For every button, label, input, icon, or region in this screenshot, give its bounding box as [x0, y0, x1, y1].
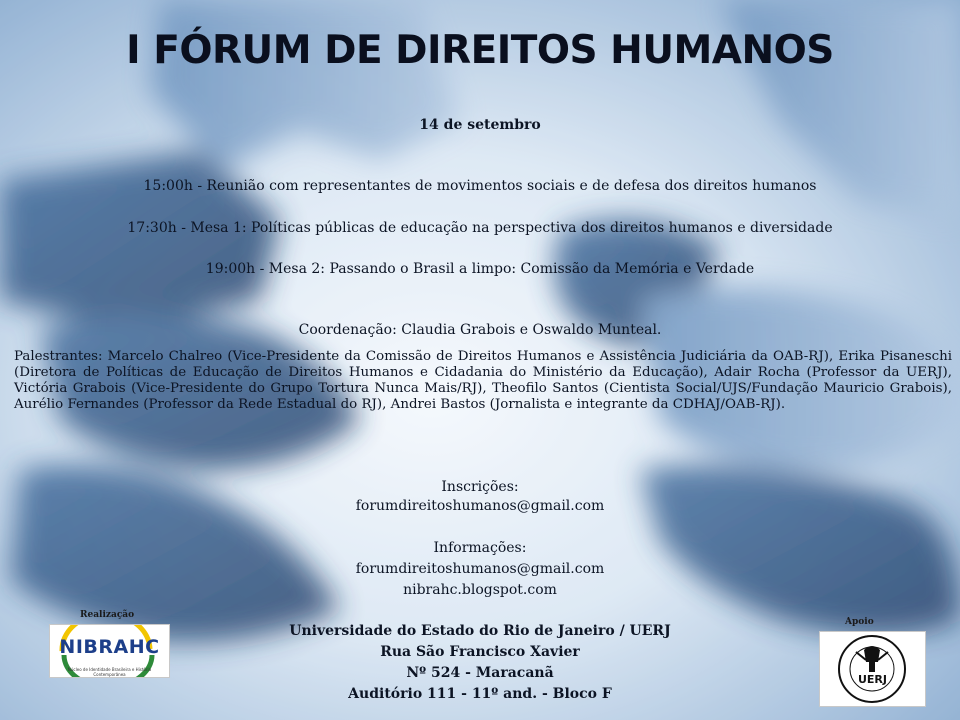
- nibrahc-name: NIBRAHC: [59, 636, 160, 658]
- schedule-item-1: 15:00h - Reunião com representantes de movimentos sociais e de defesa dos direitos humanos: [143, 178, 817, 194]
- nibrahc-logo: [49, 624, 170, 678]
- uerj-seal-icon: [820, 632, 925, 706]
- venue-line-4: Auditório 111 - 11º and. - Bloco F: [348, 686, 612, 702]
- schedule-item-2: 17:30h - Mesa 1: Políticas públicas de educação na perspectiva dos direitos humanos e diversidade: [127, 220, 833, 236]
- uerj-name: UERJ: [857, 673, 887, 686]
- venue-line-3: Nº 524 - Maracanã: [406, 665, 554, 681]
- venue-line-2: Rua São Francisco Xavier: [380, 644, 580, 660]
- venue-line-1: Universidade do Estado do Rio de Janeiro / UERJ: [289, 623, 671, 639]
- information-blog-link[interactable]: nibrahc.blogspot.com: [403, 582, 557, 598]
- information-label: Informações:: [433, 540, 527, 556]
- speakers-paragraph: Palestrantes: Marcelo Chalreo (Vice-Presidente da Comissão de Direitos Humanos e Assistência Judiciária da OAB-RJ), Erika Pisaneschi (Diretora de Políticas de Educação de Direitos Humanos e Cidadania do Ministério da Educação), Adair Rocha (Professor da UERJ), Victória Grabois (Vice-Presidente do Grupo Tortura Nunca Mais/RJ), Theofilo Santos (Cientista Social/UJS/Fundação Mauricio Grabois), Aurélio Fernandes (Professor da Rede Estadual do RJ), Andrei Bastos (Jornalista e integrante da CDHAJ/OAB-RJ).: [14, 349, 952, 412]
- uerj-logo: [819, 631, 926, 707]
- registration-label: Inscrições:: [441, 479, 519, 495]
- schedule-item-3: 19:00h - Mesa 2: Passando o Brasil a limpo: Comissão da Memória e Verdade: [205, 261, 755, 277]
- apoio-label: Apoio: [845, 617, 874, 627]
- page-title: I FÓRUM DE DIREITOS HUMANOS: [126, 28, 834, 73]
- event-date: 14 de setembro: [419, 117, 541, 133]
- realizacao-label: Realização: [80, 610, 135, 620]
- nibrahc-subtitle: Núcleo de Identidade Brasileira e História Contemporânea: [67, 667, 152, 677]
- coordination-text: Coordenação: Claudia Grabois e Oswaldo Munteal.: [298, 322, 662, 338]
- registration-email[interactable]: forumdireitoshumanos@gmail.com: [355, 498, 605, 514]
- information-email[interactable]: forumdireitoshumanos@gmail.com: [355, 561, 605, 577]
